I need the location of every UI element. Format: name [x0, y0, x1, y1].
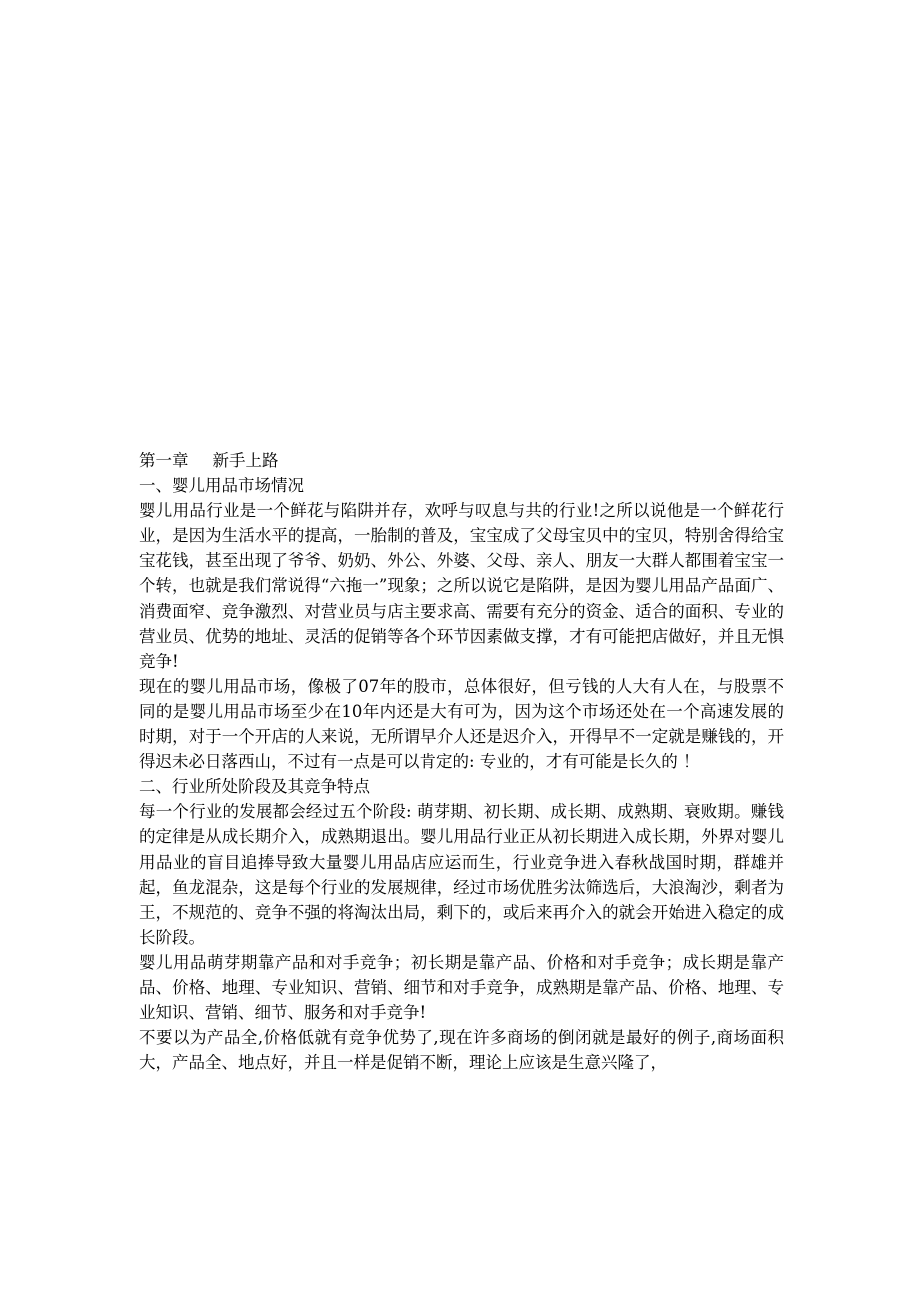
section-heading-1: 一、婴儿用品市场情况 — [139, 476, 304, 496]
section-2-paragraph-2: 婴儿用品萌芽期靠产品和对手竞争；初长期是靠产品、价格和对手竞争；成长期是靠产品、价格、地理、专业知识、营销、细节和对手竞争，成熟期是靠产品、价格、地理、专业知识、营销、细节、服务和对手竞争! — [139, 952, 784, 1023]
section-2-paragraph-3: 不要以为产品全,价格低就有竞争优势了,现在许多商场的倒闭就是最好的例子,商场面积大，产品全、地点好，并且一样是促销不断，理论上应该是生意兴隆了， — [139, 1028, 784, 1073]
section-1-paragraph-1: 婴儿用品行业是一个鲜花与陷阱并存，欢呼与叹息与共的行业!之所以说他是一个鲜花行业，是因为生活水平的提高，一胎制的普及，宝宝成了父母宝贝中的宝贝，特别舍得给宝宝花钱，甚至出现了爷爷、奶奶、外公、外婆、父母、亲人、朋友一大群人都围着宝宝一个转，也就是我们常说得“六拖一”现象；之所以说它是陷阱，是因为婴儿用品产品面广、消费面窄、竞争激烈、对营业员与店主要求高、需要有充分的资金、适合的面积、专业的营业员、优势的地址、灵活的促销等各个环节因素做支撑，才有可能把店做好，并且无惧竞争! — [139, 501, 784, 671]
document-body — [139, 448, 784, 1075]
section-2-paragraph-1: 每一个行业的发展都会经过五个阶段: 萌芽期、初长期、成长期、成熟期、衰败期。赚钱的定律是从成长期介入，成熟期退出。婴儿用品行业正从初长期进入成长期，外界对婴儿用品业的盲目追捧导致大量婴儿用品店应运而生，行业竞争进入春秋战国时期，群雄并起，鱼龙混杂，这是每个行业的发展规律，经过市场优胜劣汰筛选后，大浪淘沙，剩者为王，不规范的、竞争不强的将淘汰出局，剩下的，或后来再介入的就会开始进入稳定的成长阶段。 — [139, 802, 784, 947]
section-heading-2: 二、行业所处阶段及其竞争特点 — [139, 777, 370, 797]
section-1-paragraph-2: 现在的婴儿用品市场，像极了07年的股市，总体很好，但亏钱的人大有人在，与股票不同的是婴儿用品市场至少在10年内还是大有可为，因为这个市场还处在一个高速发展的时期，对于一个开店的人来说，无所谓早介人还是迟介入，开得早不一定就是赚钱的，开得迟未必日落西山，不过有一点是可以肯定的: 专业的，才有可能是长久的 ！ — [139, 676, 784, 772]
chapter-number: 第一章 — [139, 451, 189, 470]
chapter-title: 新手上路 — [212, 451, 279, 470]
chapter-heading — [139, 448, 784, 473]
